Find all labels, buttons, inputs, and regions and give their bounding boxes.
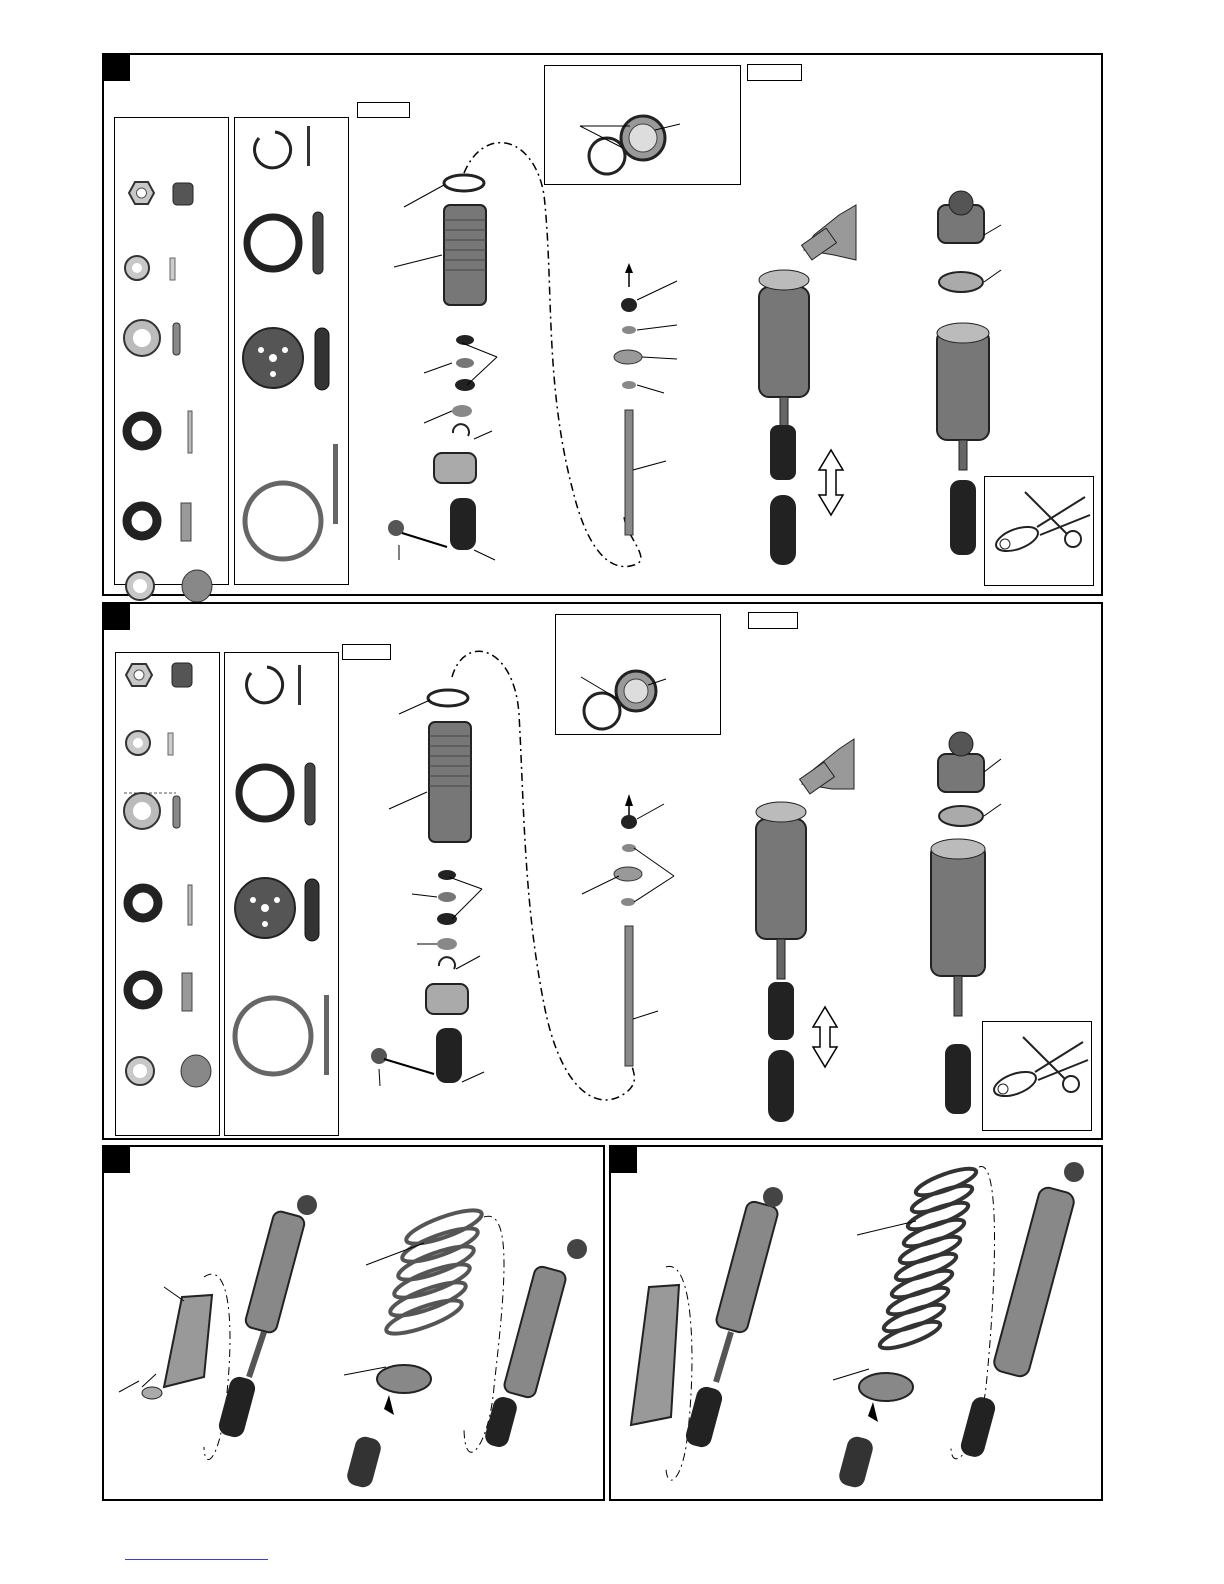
pliers-inset bbox=[984, 476, 1094, 586]
footer-link-underline[interactable] bbox=[125, 1559, 268, 1560]
exploded-shock-drawing bbox=[104, 604, 1105, 1142]
spring-install-long bbox=[611, 1147, 1105, 1503]
exploded-shock-drawing bbox=[104, 55, 1105, 598]
step-panel-3 bbox=[102, 1145, 605, 1501]
spring-icon bbox=[383, 1204, 485, 1340]
double-arrow-icon bbox=[813, 1007, 837, 1067]
spring-icon bbox=[877, 1164, 979, 1354]
spring-install-short bbox=[104, 1147, 607, 1503]
pliers-icon bbox=[983, 1022, 1093, 1132]
pliers-icon bbox=[985, 477, 1095, 587]
step-panel-4 bbox=[609, 1145, 1103, 1501]
double-arrow-icon bbox=[819, 450, 843, 515]
pliers-inset bbox=[982, 1021, 1092, 1131]
step-panel-1 bbox=[102, 53, 1103, 596]
step-panel-2 bbox=[102, 602, 1103, 1140]
